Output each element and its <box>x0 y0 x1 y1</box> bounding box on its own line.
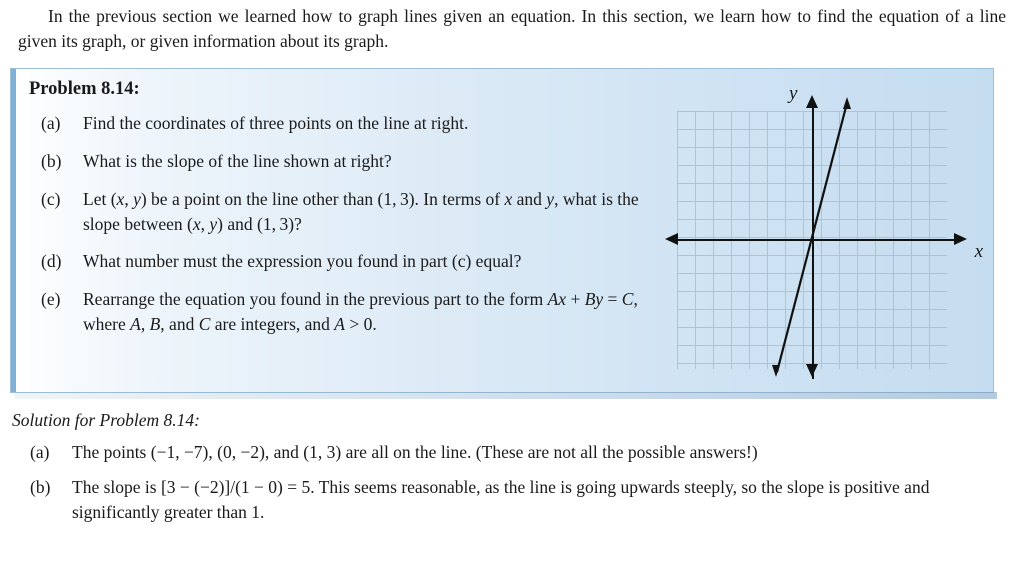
solution-parts-list <box>30 440 1005 536</box>
intro-paragraph <box>18 4 1006 55</box>
solution-label-b: (b) <box>30 477 51 498</box>
part-text-b: What is the slope of the line shown at right? <box>83 150 392 171</box>
part-text-c: Let (x, y) be a point on the line other than (1, 3). In terms of x and y, what is the slope between (x, y) and (1, 3)? <box>83 188 639 234</box>
solution-text-a: The points (−1, −7), (0, −2), and (1, 3) are all on the line. (These are not all the possible answers!) <box>72 442 758 462</box>
x-axis-label: x <box>974 241 983 262</box>
solution-part-a <box>30 440 1005 465</box>
plotted-line <box>669 89 969 379</box>
solution-heading: Solution for Problem 8.14: <box>12 410 200 430</box>
problem-box <box>10 68 994 393</box>
problem-parts-list <box>41 111 641 350</box>
problem-part-a <box>41 111 641 136</box>
problem-title: Problem 8.14: <box>29 79 140 99</box>
part-label-a: (a) <box>41 113 61 133</box>
part-text-a: Find the coordinates of three points on the line at right. <box>83 113 469 133</box>
intro-text: In the previous section we learned how to graph lines given an equation. In this section, we learn how to find the equation of a line given its graph, or given information about its graph. <box>18 6 1006 52</box>
box-left-edge <box>11 69 16 392</box>
solution-label-a: (a) <box>30 442 50 462</box>
problem-part-b <box>41 149 641 174</box>
part-label-e: (e) <box>41 289 61 310</box>
y-axis-label: y <box>789 83 798 104</box>
coordinate-graph <box>669 83 983 379</box>
part-text-e: Rearrange the equation you found in the previous part to the form Ax + By = C, where A, B, and C are integers, and A > 0. <box>83 289 638 335</box>
part-text-d: What number must the expression you found in part (c) equal? <box>83 251 522 272</box>
problem-part-d <box>41 249 641 274</box>
solution-part-b <box>30 475 1005 525</box>
part-label-c: (c) <box>41 188 61 209</box>
part-label-b: (b) <box>41 150 62 171</box>
solution-text-b: The slope is [3 − (−2)]/(1 − 0) = 5. This seems reasonable, as the line is going upwards steeply, so the slope is positive and significantly greater than 1. <box>72 477 930 523</box>
problem-part-c <box>41 187 641 237</box>
problem-part-e <box>41 287 641 337</box>
part-label-d: (d) <box>41 251 62 272</box>
